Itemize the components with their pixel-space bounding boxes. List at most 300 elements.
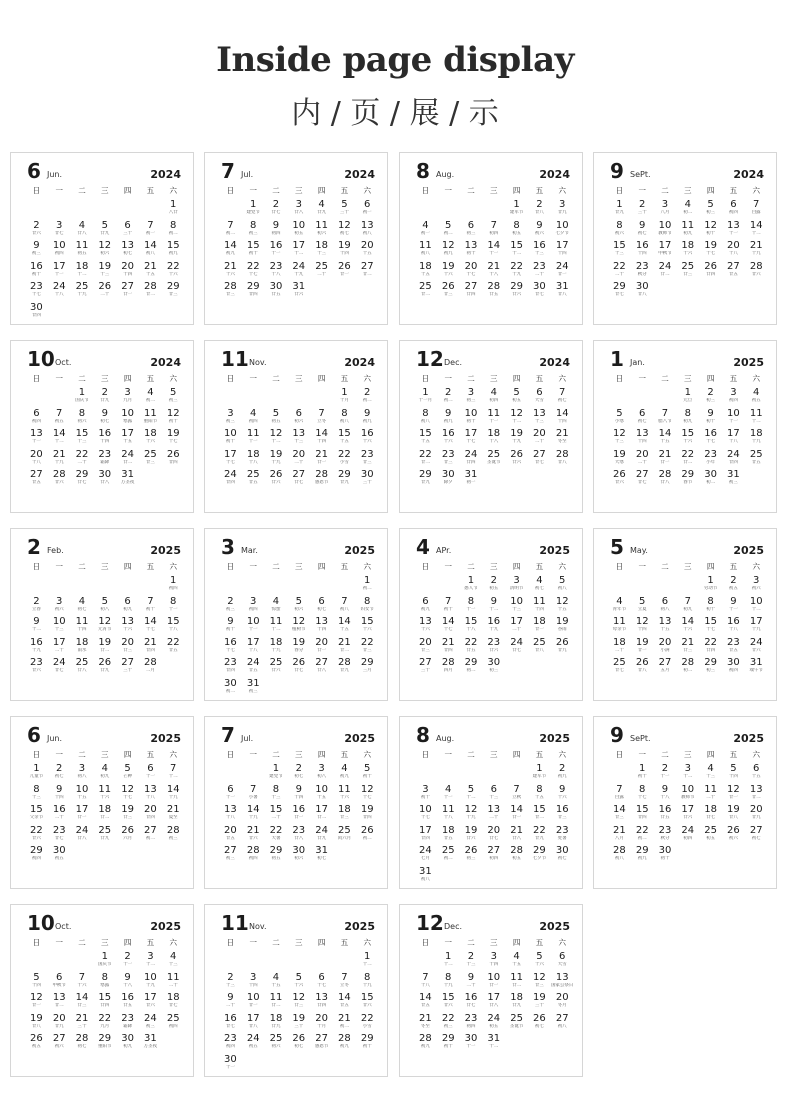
day-number: 29 xyxy=(510,281,523,292)
day-cell xyxy=(25,428,48,449)
day-cell xyxy=(482,596,505,617)
lunar-label: 十三 xyxy=(271,794,281,800)
day-number: 11 xyxy=(510,971,523,983)
lunar-label: 十五 xyxy=(420,439,430,444)
day-number: 1 xyxy=(101,951,108,962)
day-cell xyxy=(654,825,677,846)
month-card xyxy=(593,716,777,889)
month-number: 7 xyxy=(221,723,235,747)
day-number: 12 xyxy=(121,783,134,795)
day-cell xyxy=(631,449,654,470)
day-number: 19 xyxy=(704,240,717,251)
lunar-label: 廿四 xyxy=(145,815,155,820)
day-number: 27 xyxy=(464,281,478,292)
day-cell xyxy=(356,428,379,449)
day-cell xyxy=(414,1013,437,1034)
day-number: 14 xyxy=(315,428,328,439)
day-cell xyxy=(219,657,242,678)
weekday-label: 日 xyxy=(32,374,41,383)
day-cell xyxy=(25,657,48,678)
day-number: 22 xyxy=(510,260,523,272)
day-number: 2 xyxy=(272,199,280,210)
lunar-label: 二十 xyxy=(489,815,499,820)
day-cell xyxy=(414,866,437,887)
day-number: 16 xyxy=(360,428,374,439)
lunar-label: 夏至 xyxy=(168,815,178,820)
weekday-label: 二 xyxy=(78,938,86,947)
day-cell xyxy=(551,387,574,408)
lunar-label: 十三 xyxy=(614,439,624,444)
day-number: 20 xyxy=(419,636,432,648)
day-number: 14 xyxy=(749,219,763,231)
lunar-label: 廿三 xyxy=(683,647,693,653)
day-number: 23 xyxy=(30,281,43,292)
day-number: 4 xyxy=(513,951,520,962)
day-cell xyxy=(551,992,574,1013)
lunar-label: 廿四 xyxy=(225,668,235,673)
day-number: 25 xyxy=(166,1012,180,1024)
lunar-label: 廿七 xyxy=(294,480,304,485)
day-number: 28 xyxy=(487,281,501,292)
day-cell xyxy=(437,240,460,261)
day-cell xyxy=(528,575,551,596)
month-name: Jul. xyxy=(241,734,254,743)
day-number: 11 xyxy=(419,240,432,251)
weekday-label: 二 xyxy=(661,562,669,571)
lunar-label: 初七 xyxy=(294,1044,304,1049)
days-grid xyxy=(414,763,574,887)
day-cell xyxy=(676,428,699,449)
lunar-label: 廿三 xyxy=(168,292,178,297)
lunar-label: 初十 xyxy=(443,606,453,612)
day-cell xyxy=(551,240,574,261)
lunar-label: 霜降 xyxy=(100,459,110,465)
lunar-label: 三十 xyxy=(294,1023,304,1029)
day-number: 1 xyxy=(364,575,371,586)
lunar-label: 十四 xyxy=(248,982,258,988)
lunar-label: 初三 xyxy=(466,398,476,403)
lunar-label: 霜降 xyxy=(123,1023,133,1029)
lunar-label: 廿七 xyxy=(614,668,624,673)
lunar-label: 廿五 xyxy=(728,271,738,277)
lunar-label: 十一 xyxy=(466,1044,476,1049)
weekday-label: 三 xyxy=(490,562,498,571)
day-number: 24 xyxy=(681,824,695,836)
day-cell xyxy=(722,825,745,846)
day-number: 30 xyxy=(533,281,546,292)
lunar-label: 初四 xyxy=(248,606,258,612)
day-number: 10 xyxy=(224,428,237,439)
lunar-label: 十三 xyxy=(706,774,716,779)
lunar-label: 闰六月 xyxy=(337,835,352,841)
weekday-header xyxy=(25,749,185,759)
weekday-label: 六 xyxy=(169,562,177,571)
day-cell xyxy=(608,281,631,302)
day-number: 5 xyxy=(341,199,348,210)
lunar-label: 初十 xyxy=(706,418,716,424)
day-cell xyxy=(287,469,310,490)
lunar-label: 廿六 xyxy=(271,480,281,485)
day-number: 8 xyxy=(101,971,108,983)
day-number: 6 xyxy=(753,763,760,774)
day-number: 28 xyxy=(338,657,351,668)
day-number: 16 xyxy=(30,260,43,272)
day-number: 15 xyxy=(419,428,432,439)
day-number: 21 xyxy=(555,428,569,439)
day-number: 31 xyxy=(749,657,763,668)
weekday-label: 四 xyxy=(512,374,521,383)
day-cell xyxy=(242,784,265,805)
day-cell xyxy=(437,951,460,972)
day-number: 5 xyxy=(513,387,520,398)
day-cell xyxy=(48,784,71,805)
lunar-label: 十六 xyxy=(362,439,372,444)
day-cell xyxy=(116,951,139,972)
lunar-label: 廿八 xyxy=(728,815,738,820)
lunar-label: 十一 xyxy=(271,251,281,256)
day-number: 15 xyxy=(75,428,89,439)
day-cell xyxy=(654,763,677,784)
day-cell xyxy=(528,763,551,784)
day-number: 9 xyxy=(227,992,234,1003)
day-cell xyxy=(722,387,745,408)
day-number: 13 xyxy=(121,240,134,251)
lunar-label: 初六 xyxy=(100,251,110,256)
lunar-label: 十二 xyxy=(683,774,693,779)
days-grid xyxy=(414,387,574,511)
lunar-label: 十四 xyxy=(77,627,87,632)
day-number: 18 xyxy=(246,448,260,460)
lunar-label: 廿二 xyxy=(145,292,155,297)
day-cell xyxy=(162,825,185,846)
day-number: 31 xyxy=(292,281,306,292)
day-number: 27 xyxy=(121,657,134,668)
day-number: 2 xyxy=(295,763,302,774)
day-cell xyxy=(460,596,483,617)
year-label: 2025 xyxy=(150,732,181,745)
weekday-label: 二 xyxy=(272,374,280,383)
day-cell xyxy=(460,845,483,866)
day-cell xyxy=(414,428,437,449)
lunar-label: 初九 xyxy=(443,418,453,424)
day-cell xyxy=(437,972,460,993)
lunar-label: 廿六 xyxy=(54,480,64,485)
day-number: 20 xyxy=(555,992,569,1003)
day-number: 14 xyxy=(510,804,523,815)
day-number: 9 xyxy=(536,219,543,231)
day-cell xyxy=(71,972,94,993)
lunar-label: 十七 xyxy=(466,439,476,444)
lunar-label: 十七 xyxy=(168,439,178,444)
lunar-label: 十五 xyxy=(339,627,349,632)
lunar-label: 十二 xyxy=(362,962,372,967)
lunar-label: 廿五 xyxy=(248,668,258,673)
day-number: 21 xyxy=(52,448,66,460)
day-number: 3 xyxy=(490,951,497,962)
lunar-label: 初四 xyxy=(683,835,693,841)
lunar-label: 廿三 xyxy=(443,459,453,465)
day-cell xyxy=(528,596,551,617)
day-cell xyxy=(25,596,48,617)
weekday-label: 五 xyxy=(146,750,155,759)
day-cell xyxy=(608,804,631,825)
lunar-label: 廿七 xyxy=(466,1003,476,1008)
lunar-label: 二十 xyxy=(637,459,647,465)
day-cell xyxy=(48,261,71,282)
day-number: 1 xyxy=(422,387,429,398)
day-cell xyxy=(699,387,722,408)
lunar-label: 廿八 xyxy=(512,835,522,841)
lunar-label: 初七 xyxy=(123,251,133,256)
lunar-label: 初八 xyxy=(557,1023,567,1029)
lunar-label: 初二 xyxy=(706,480,716,485)
day-cell xyxy=(356,408,379,429)
day-cell xyxy=(71,261,94,282)
days-grid xyxy=(219,387,379,511)
day-cell xyxy=(460,804,483,825)
day-number: 18 xyxy=(681,240,695,251)
weekday-label: 一 xyxy=(444,938,452,947)
lunar-label: 十四 xyxy=(54,794,64,800)
day-number: 4 xyxy=(78,219,86,231)
day-number: 10 xyxy=(658,219,672,231)
lunar-label: 初七 xyxy=(77,606,87,612)
day-number: 8 xyxy=(616,219,623,231)
weekday-label: 日 xyxy=(421,186,430,195)
day-number: 26 xyxy=(121,824,134,836)
day-number: 21 xyxy=(613,824,626,836)
lunar-label: 感恩节 xyxy=(314,480,329,485)
weekday-label: 二 xyxy=(272,562,280,571)
lunar-label: 十一 xyxy=(466,606,476,612)
lunar-label: 廿六 xyxy=(466,835,476,841)
calendar-grid xyxy=(10,152,780,1082)
day-number: 23 xyxy=(658,824,672,836)
day-cell xyxy=(356,1013,379,1034)
weekday-label: 三 xyxy=(101,562,109,571)
day-number: 15 xyxy=(338,428,351,439)
day-cell xyxy=(654,845,677,866)
day-number: 17 xyxy=(246,1012,260,1024)
lunar-label: 十三 xyxy=(100,271,110,277)
day-number: 3 xyxy=(56,219,63,231)
day-cell xyxy=(505,972,528,993)
weekday-label: 五 xyxy=(146,374,155,383)
day-cell xyxy=(310,992,333,1013)
day-number: 1 xyxy=(78,387,86,398)
weekday-label: 三 xyxy=(101,750,109,759)
lunar-label: 八月 xyxy=(614,835,624,841)
lunar-label: 廿二 xyxy=(683,459,693,465)
day-number: 29 xyxy=(613,281,626,292)
year-label: 2024 xyxy=(150,356,181,369)
day-number: 7 xyxy=(147,595,154,607)
day-number: 10 xyxy=(75,783,89,795)
day-number: 25 xyxy=(246,469,260,480)
weekday-label: 日 xyxy=(615,562,624,571)
day-number: 28 xyxy=(75,1033,89,1044)
lunar-label: 廿七 xyxy=(54,668,64,673)
day-cell xyxy=(242,596,265,617)
day-cell xyxy=(528,992,551,1013)
lunar-label: 廿七 xyxy=(706,815,716,820)
day-number: 14 xyxy=(338,992,351,1003)
day-number: 27 xyxy=(487,845,501,856)
day-cell xyxy=(722,199,745,220)
lunar-label: 五月 xyxy=(660,668,670,673)
lunar-label: 廿二 xyxy=(317,815,327,820)
day-cell xyxy=(699,763,722,784)
day-cell xyxy=(139,637,162,658)
lunar-label: 初六 xyxy=(317,230,327,236)
lunar-label: 廿一 xyxy=(123,292,133,297)
day-number: 11 xyxy=(269,992,283,1003)
day-cell xyxy=(116,449,139,470)
day-cell xyxy=(48,428,71,449)
day-cell xyxy=(414,596,437,617)
days-grid xyxy=(414,199,574,323)
day-number: 29 xyxy=(246,281,260,292)
day-number: 16 xyxy=(269,240,283,251)
lunar-label: 十六 xyxy=(123,627,133,632)
day-cell xyxy=(608,261,631,282)
lunar-label: 十八 xyxy=(248,459,258,465)
day-cell xyxy=(414,637,437,658)
day-number: 8 xyxy=(78,407,86,419)
day-number: 29 xyxy=(166,281,180,292)
lunar-label: 十九 xyxy=(168,794,178,800)
lunar-label: 十二 xyxy=(489,1044,499,1049)
day-cell xyxy=(287,1033,310,1054)
day-cell xyxy=(333,763,356,784)
day-number: 11 xyxy=(75,240,89,251)
lunar-label: 初十 xyxy=(706,606,716,612)
day-number: 25 xyxy=(681,260,695,272)
lunar-label: 初九 xyxy=(100,774,110,779)
day-number: 8 xyxy=(445,971,452,983)
month-name: SePt. xyxy=(630,170,651,179)
day-cell xyxy=(287,784,310,805)
day-number: 3 xyxy=(318,763,325,774)
lunar-label: 十六 xyxy=(683,627,693,632)
lunar-label: 廿三 xyxy=(123,815,133,820)
lunar-label: 十一 xyxy=(728,230,738,236)
weekday-label: 四 xyxy=(123,186,132,195)
month-name: Aug. xyxy=(436,170,455,179)
lunar-label: 十七 xyxy=(706,627,716,632)
day-cell xyxy=(333,616,356,637)
day-number: 23 xyxy=(30,657,43,668)
month-number: 6 xyxy=(27,723,41,747)
day-number: 27 xyxy=(52,1033,66,1044)
year-label: 2025 xyxy=(539,732,570,745)
lunar-label: 廿六 xyxy=(31,835,41,841)
month-card xyxy=(10,716,194,889)
day-cell xyxy=(460,428,483,449)
lunar-label: 建军节 xyxy=(509,210,524,215)
day-number: 26 xyxy=(727,824,740,836)
day-cell xyxy=(333,469,356,490)
day-number: 13 xyxy=(749,783,763,795)
day-number: 3 xyxy=(227,407,234,419)
day-cell xyxy=(93,408,116,429)
lunar-label: 初十 xyxy=(443,1044,453,1049)
day-cell xyxy=(528,784,551,805)
day-cell xyxy=(116,825,139,846)
lunar-label: 三十 xyxy=(77,1023,87,1029)
day-number: 10 xyxy=(419,804,432,815)
day-cell xyxy=(505,199,528,220)
day-cell xyxy=(116,1033,139,1054)
month-name: Nov. xyxy=(249,922,267,931)
weekday-label: 四 xyxy=(512,562,521,571)
weekday-label: 六 xyxy=(363,938,371,947)
day-number: 14 xyxy=(144,616,157,627)
day-cell xyxy=(699,428,722,449)
day-cell xyxy=(745,784,768,805)
weekday-label: 四 xyxy=(706,562,715,571)
day-cell xyxy=(356,784,379,805)
day-number: 31 xyxy=(315,845,328,856)
day-number: 28 xyxy=(749,260,763,272)
month-number: 4 xyxy=(416,535,430,559)
day-cell xyxy=(139,804,162,825)
day-number: 8 xyxy=(170,219,177,231)
day-cell xyxy=(414,825,437,846)
day-cell xyxy=(356,261,379,282)
day-cell xyxy=(71,220,94,241)
day-number: 7 xyxy=(616,783,623,795)
day-cell xyxy=(414,408,437,429)
day-number: 18 xyxy=(487,428,501,439)
day-cell xyxy=(71,637,94,658)
day-number: 9 xyxy=(272,219,280,231)
day-number: 23 xyxy=(224,1033,237,1044)
day-number: 11 xyxy=(338,783,351,795)
day-number: 1 xyxy=(33,763,40,774)
month-card xyxy=(204,152,388,325)
lunar-label: 廿九 xyxy=(317,835,327,841)
day-cell xyxy=(676,449,699,470)
lunar-label: 廿二 xyxy=(339,647,349,653)
day-number: 17 xyxy=(144,992,157,1003)
day-number: 22 xyxy=(533,824,546,836)
day-number: 1 xyxy=(272,763,280,774)
day-number: 30 xyxy=(30,301,43,313)
day-cell xyxy=(333,261,356,282)
day-cell xyxy=(745,825,768,846)
weekday-label: 一 xyxy=(249,938,257,947)
days-grid xyxy=(25,575,185,699)
lunar-label: 初七 xyxy=(751,835,761,841)
lunar-label: 廿五 xyxy=(489,292,499,297)
day-number: 3 xyxy=(422,783,429,795)
day-cell xyxy=(287,449,310,470)
lunar-label: 初四 xyxy=(466,1023,476,1029)
day-cell xyxy=(745,449,768,470)
day-number: 6 xyxy=(295,407,302,419)
lunar-label: 大雪 xyxy=(534,398,544,403)
day-number: 6 xyxy=(422,595,429,607)
day-number: 2 xyxy=(227,595,234,607)
lunar-label: 初四 xyxy=(31,856,41,861)
day-number: 29 xyxy=(419,469,432,480)
month-card xyxy=(10,528,194,701)
lunar-label: 十一 xyxy=(54,271,64,277)
day-number: 7 xyxy=(170,763,177,774)
day-number: 17 xyxy=(510,616,523,627)
day-number: 24 xyxy=(52,657,66,668)
